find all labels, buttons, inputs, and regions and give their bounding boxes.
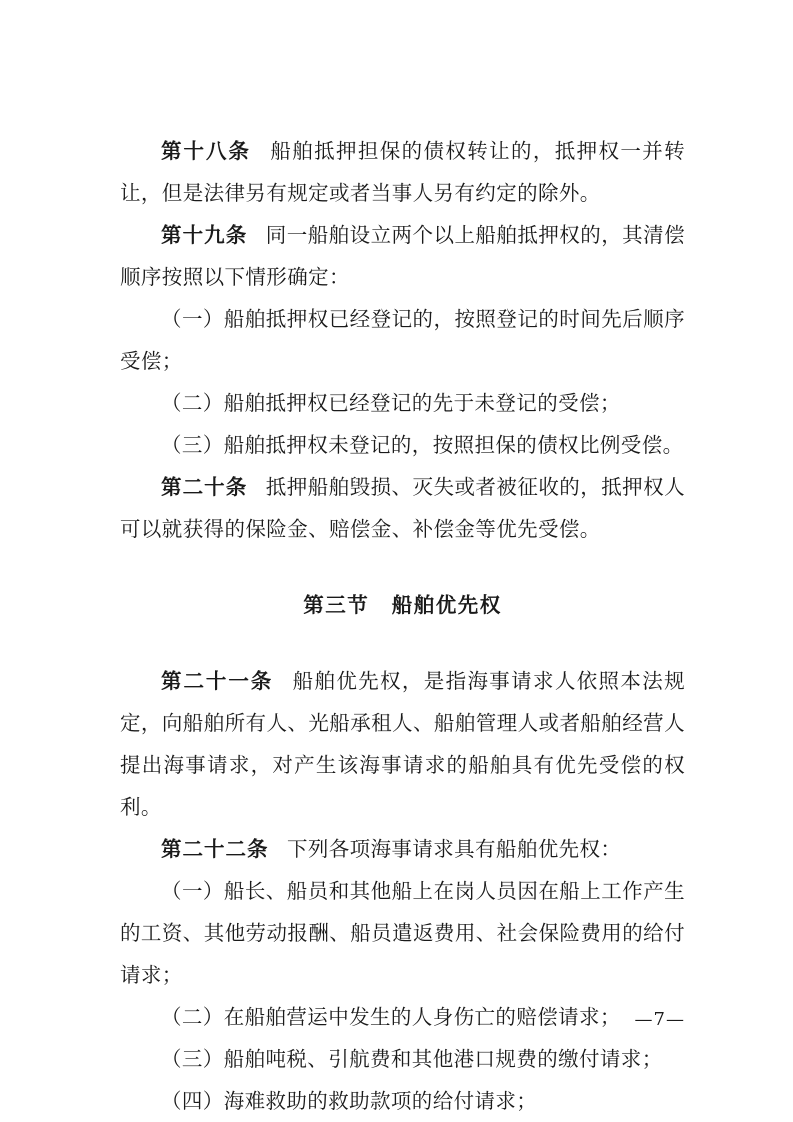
list-item: （三）船舶吨税、引航费和其他港口规费的缴付请求； [161, 1047, 663, 1071]
section-number: 第三节 [303, 593, 370, 617]
article-paragraph [120, 466, 685, 550]
article-text: 下列各项海事请求具有船舶优先权： [286, 837, 622, 861]
list-item: （二）在船舶营运中发生的人身伤亡的赔偿请求； [161, 1005, 621, 1029]
article-label: 第二十一条 [161, 669, 274, 693]
section-heading [120, 584, 685, 626]
list-item: （四）海难救助的救助款项的给付请求； [161, 1089, 538, 1113]
page-number: —7— [634, 1009, 685, 1030]
list-item: （三）船舶抵押权未登记的，按照担保的债权比例受偿。 [161, 433, 684, 457]
article-label: 第十九条 [161, 223, 248, 247]
article-label: 第二十二条 [161, 837, 269, 861]
article-paragraph [120, 130, 685, 214]
article-paragraph [120, 660, 685, 828]
article-label: 第十八条 [161, 139, 251, 163]
article-paragraph [120, 214, 685, 298]
article-text: 船舶抵押担保的债权转让的，抵押权一并转让，但是法律另有规定或者当事人另有约定的除外。 [120, 139, 685, 205]
list-item: （二）船舶抵押权已经登记的先于未登记的受偿； [161, 391, 621, 415]
article-paragraph [120, 828, 685, 870]
document-body [120, 130, 685, 1122]
article-text: 同一船舶设立两个以上船舶抵押权的，其清偿顺序按照以下情形确定： [120, 223, 686, 289]
list-item: （一）船舶抵押权已经登记的，按照登记的时间先后顺序受偿； [120, 307, 685, 373]
article-label: 第二十条 [161, 475, 248, 499]
list-item: （一）船长、船员和其他船上在岗人员因在船上工作产生的工资、其他劳动报酬、船员遣返费用、社会保险费用的给付请求； [120, 879, 685, 987]
section-title: 船舶优先权 [391, 593, 502, 617]
article-text: 抵押船舶毁损、灭失或者被征收的，抵押权人可以就获得的保险金、赔偿金、补偿金等优先受偿。 [120, 475, 686, 541]
article-text: 船舶优先权，是指海事请求人依照本法规定，向船舶所有人、光船承租人、船舶管理人或者船舶经营人提出海事请求，对产生该海事请求的船舶具有优先受偿的权利。 [120, 669, 686, 819]
